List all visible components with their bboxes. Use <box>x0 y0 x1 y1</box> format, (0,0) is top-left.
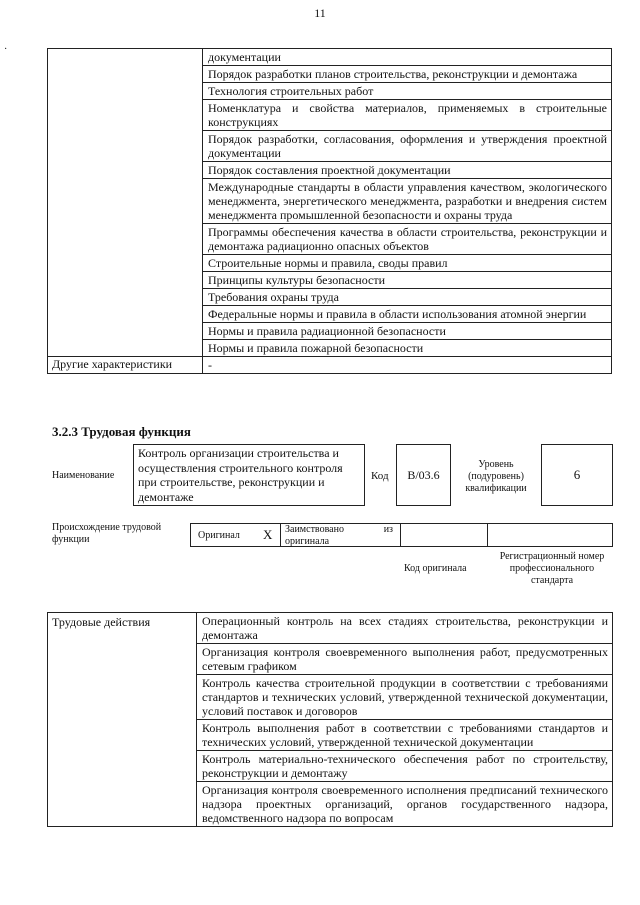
code-value: B/03.6 <box>407 467 440 482</box>
section-title: 3.2.3 Трудовая функция <box>52 424 191 439</box>
origin-label: Происхождение трудовой функции <box>52 522 162 545</box>
knowledge-table <box>47 48 612 374</box>
knowledge-item: Программы обеспечения качества в области строительства, реконструкции и демонтажа радиационно опасных объектов <box>203 224 612 255</box>
original-cell <box>191 524 281 546</box>
knowledge-item: Требования охраны труда <box>203 289 612 306</box>
knowledge-item: Порядок составления проектной документации <box>203 162 612 179</box>
labor-action-item: Операционный контроль на всех стадиях строительства, реконструкции и демонтажа <box>197 613 613 644</box>
knowledge-item: Международные стандарты в области управления качеством, экологического менеджмента, энергетического менеджмента, разработки и внедрения систем менеджмента промышленной безопасности и охраны труда <box>203 179 612 224</box>
code-label: Код <box>371 470 389 482</box>
code-box <box>396 444 451 506</box>
level-label: Уровень (подуровень) квалификации <box>465 459 527 494</box>
other-characteristics-label: Другие характеристики <box>48 357 203 374</box>
blank-label-cell <box>48 49 203 357</box>
knowledge-item: Технология строительных работ <box>203 83 612 100</box>
labor-action-item: Контроль материально-технического обеспечения работ по строительству, реконструкции и демонтажу <box>197 751 613 782</box>
knowledge-item: документации <box>203 49 612 66</box>
name-label: Наименование <box>52 470 115 481</box>
labor-actions-label: Трудовые действия <box>48 613 197 827</box>
labor-action-item: Контроль качества строительной продукции в соответствии с требованиями стандартов и технических условий, утвержденной технической документации, условий поставок и договоров <box>197 675 613 720</box>
borrowed-cell <box>281 524 401 546</box>
other-characteristics-value: - <box>203 357 612 374</box>
knowledge-item: Номенклатура и свойства материалов, применяемых в строительные конструкциях <box>203 100 612 131</box>
labor-action-item: Контроль выполнения работ в соответствии с требованиями стандартов и технических условий, утвержденной технической документации <box>197 720 613 751</box>
knowledge-item: Порядок разработки, согласования, оформления и утверждения проектной документации <box>203 131 612 162</box>
knowledge-item: Строительные нормы и правила, своды правил <box>203 255 612 272</box>
level-value: 6 <box>573 467 581 482</box>
function-name-box: Контроль организации строительства и осуществления строительного контроля при строительстве, реконструкции и демонтаже <box>133 444 365 506</box>
code-original-cell <box>401 524 488 546</box>
level-box <box>541 444 613 506</box>
borrowed-label: Заимствовано из оригинала <box>285 524 393 547</box>
page-number: 11 <box>314 6 326 20</box>
knowledge-item: Принципы культуры безопасности <box>203 272 612 289</box>
reg-number-cell <box>488 524 612 546</box>
knowledge-item: Нормы и правила радиационной безопасности <box>203 323 612 340</box>
labor-action-item: Организация контроля своевременного исполнения предписаний технического надзора проектных организаций, органов государственного надзора, ведомственного надзора по вопросам <box>197 782 613 827</box>
labor-actions-table <box>47 612 613 827</box>
scan-mark: · <box>4 44 8 55</box>
knowledge-item: Федеральные нормы и правила в области использования атомной энергии <box>203 306 612 323</box>
original-label: Оригинал <box>198 530 240 541</box>
knowledge-item: Порядок разработки планов строительства, реконструкции и демонтажа <box>203 66 612 83</box>
labor-action-item: Организация контроля своевременного выполнения работ, предусмотренных сетевым графиком <box>197 644 613 675</box>
origin-row <box>190 523 613 547</box>
original-mark: X <box>263 527 273 542</box>
code-original-label: Код оригинала <box>404 563 467 574</box>
reg-number-label: Регистрационный номер профессионального стандарта <box>499 551 605 586</box>
knowledge-item: Нормы и правила пожарной безопасности <box>203 340 612 357</box>
